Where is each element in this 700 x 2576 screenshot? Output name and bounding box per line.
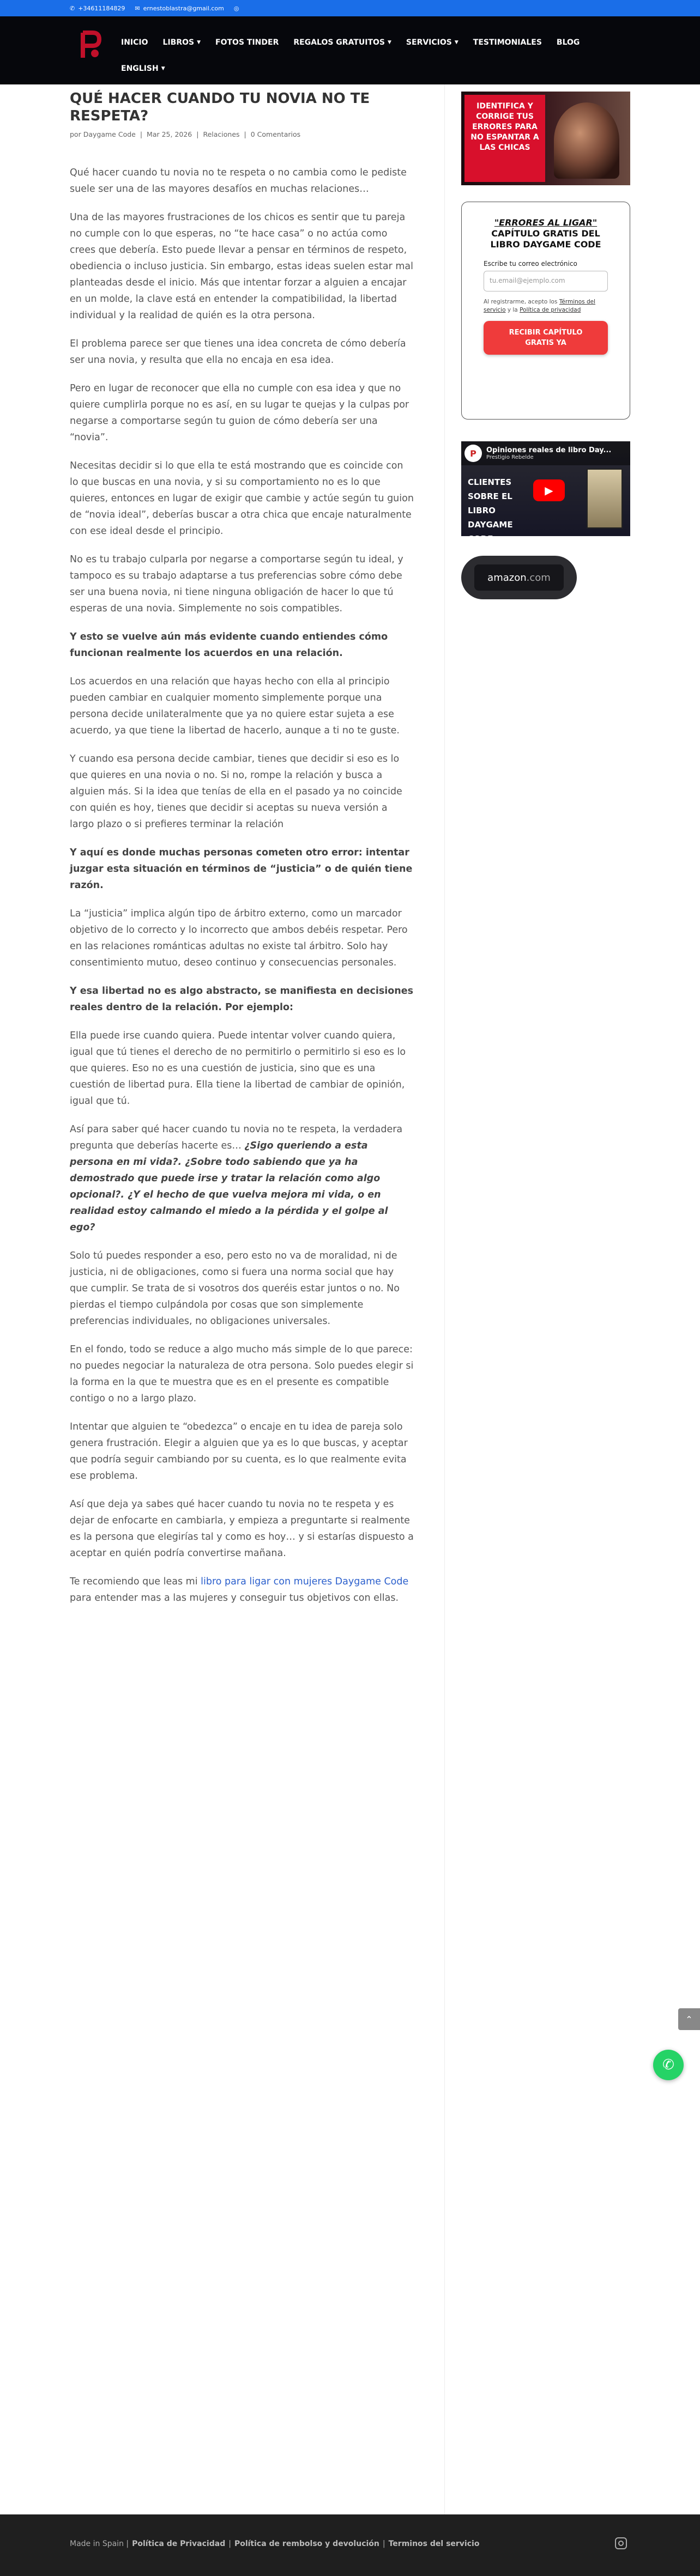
paragraph: Pero en lugar de reconocer que ella no cumple con esa idea y que no quiere cumplirla porque no es así, en su lugar te quejas y la culpas por negarse a comportarse según tu guion de cómo debería ser una “novia”. (70, 383, 409, 443)
footer-text (70, 2539, 479, 2548)
bold-text: Y aquí es donde muchas personas cometen otro error: intentar juzgar esta situación en términos de “justicia” o de quién tiene razón. (70, 847, 413, 891)
chevron-down-icon: ▼ (454, 40, 458, 45)
meta-category[interactable]: Relaciones (203, 130, 240, 138)
meta-comments[interactable]: 0 Comentarios (250, 130, 301, 138)
footer-link-terms[interactable]: Terminos del servicio (388, 2539, 480, 2548)
nav-item-label: SERVICIOS (406, 38, 452, 47)
paragraph: Así que deja ya sabes qué hacer cuando tu novia no te respeta y es dejar de enfocarte en cambiarla, y empieza a preguntarte si realmente es la persona que elegirías tal y como es hoy… y si estarías dispuesto a aceptar en quién podría convertirse mañana. (70, 1499, 414, 1559)
nav-item-label: BLOG (556, 38, 580, 47)
bold-paragraph (70, 629, 414, 661)
video-overlay-text: CLIENTES SOBRE EL LIBRO DAYGAME CODE (468, 477, 513, 544)
question-emphasis: ¿Sigo queriendo a esta persona en mi vida?. ¿Sobre todo sabiendo que ya ha demostrado que puede irse y tratar la relación como algo opcional?. ¿Y el hecho de que vuelva mejora mi vida, o en realidad estoy calmando el miedo a la pérdida y el golpe al ego? (70, 1140, 388, 1233)
closing-after: para entender mas a las mujeres y conseguir tus objetivos con ellas. (70, 1593, 399, 1603)
closing-paragraph (70, 1573, 414, 1606)
paragraph: Los acuerdos en una relación que hayas hecho con ella al principio pueden cambiar en cualquier momento simplemente porque una persona decide unilateralmente que ya no quiere estar sujeta a ese acuerdo, ya que tiene la libertad de hacerlo, aunque a ti no te guste. (70, 676, 400, 736)
consent-prefix: Al registrarme, acepto los (484, 299, 559, 305)
book-link[interactable]: libro para ligar con mujeres Daygame Code (201, 1576, 409, 1587)
channel-name: Prestigio Rebelde (486, 454, 534, 460)
nav-item-label: INICIO (121, 38, 148, 47)
nav-item-label: TESTIMONIALES (473, 38, 542, 47)
meta-sep: | (140, 130, 143, 138)
column-divider (444, 84, 445, 2514)
footer-sep: | (228, 2539, 231, 2548)
paragraph: Intentar que alguien te “obedezca” o encaje en tu idea de pareja solo genera frustración. Elegir a alguien que ya es lo que buscas, y aceptar que podría seguir cambiando por su cuenta, es lo que realmente evita ese problema. (70, 1421, 408, 1481)
site-header (0, 16, 700, 84)
nav-item-english[interactable] (121, 56, 165, 82)
arrow-up-icon: ⌃ (685, 2014, 693, 2025)
footer-link-privacy[interactable]: Política de Privacidad (132, 2539, 226, 2548)
closing-before: Te recomiendo que leas mi (70, 1576, 201, 1587)
footer-made-in: Made in Spain | (70, 2539, 129, 2548)
instagram-icon: ◎ (233, 4, 239, 12)
paragraph: La “justicia” implica algún tipo de árbitro externo, como un marcador objetivo de lo correcto y lo incorrecto que ambos debéis respetar. Pero en las relaciones románticas adultas no existe tal árbitro. Solo hay consentimiento mutuo, deseo continuo y consecuencias personales. (70, 908, 408, 968)
email-text: ernestoblastra@gmail.com (143, 4, 224, 12)
footer-link-refund[interactable]: Política de rembolso y devolución (234, 2539, 379, 2548)
meta-by: por (70, 130, 81, 138)
channel-avatar[interactable]: P (464, 445, 482, 462)
paragraph: No es tu trabajo culparla por negarse a comportarse según tu ideal, y tampoco es su trabajo adaptarse a tus preferencias sobre cómo debe ser una buena novia, ni tiene ninguna obligación de hacer lo que tú esperas de una novia. Simplemente no sois compatibles. (70, 554, 403, 614)
paragraph: Qué hacer cuando tu novia no te respeta o no cambia como le pediste suele ser una de las mayores desafíos en muchas relaciones… (70, 167, 407, 195)
paragraph: Y cuando esa persona decide cambiar, tienes que decidir si eso es lo que quieres en una novia o no. Si no, rompe la relación y busca a alguien más. Si la idea que tenías de ella en el pasado ya no coincide con quién es hoy, tienes que decidir si aceptas su nueva versión a largo plazo o si prefieres terminar la relación (70, 754, 402, 830)
book-cover-image (587, 469, 623, 528)
meta-sep: | (244, 130, 246, 138)
video-title[interactable]: Opiniones reales de libro Day... (486, 446, 612, 454)
whatsapp-button[interactable] (653, 2050, 684, 2080)
chevron-down-icon: ▼ (197, 40, 201, 45)
top-bar (0, 0, 700, 16)
promo-text: IDENTIFICA Y CORRIGE TUS ERRORES PARA NO ESPANTAR A LAS CHICAS (464, 95, 545, 182)
privacy-link[interactable]: Política de privacidad (520, 307, 581, 313)
meta-author[interactable]: Daygame Code (83, 130, 136, 138)
optin-title-italic: "ERRORES AL LIGAR" (494, 217, 598, 228)
main-nav (121, 29, 612, 82)
optin-title (484, 217, 608, 250)
paragraph: Solo tú puedes responder a eso, pero esto no va de moralidad, ni de justicia, ni de obligaciones, como si fuera una norma social que hay que cumplir. Se trata de si vosotros dos queréis estar juntos o no. No pierdas el tiempo culpándola por cosas que son simplemente preferencias individuales, no obligaciones universales. (70, 1250, 400, 1327)
nav-item-label: FOTOS TINDER (215, 38, 279, 47)
optin-title-rest: CAPÍTULO GRATIS DEL LIBRO DAYGAME CODE (490, 228, 601, 250)
nav-item-label: LIBROS (162, 38, 195, 47)
amazon-logo (474, 564, 564, 591)
nav-item-fotos-tinder[interactable] (215, 29, 279, 56)
promo-banner[interactable] (461, 92, 630, 185)
email-field[interactable]: tu.email@ejemplo.com (484, 271, 608, 291)
nav-item-inicio[interactable] (121, 29, 148, 56)
bold-text: Y esto se vuelve aún más evidente cuando entiendes cómo funcionan realmente los acuerdos en una relación. (70, 631, 388, 659)
instagram-link[interactable] (234, 5, 239, 12)
sidebar (461, 92, 630, 599)
phone-icon: ✆ (70, 4, 75, 12)
bold-paragraph (70, 845, 414, 894)
nav-item-label: ENGLISH (121, 64, 159, 73)
meta-date: Mar 25, 2026 (147, 130, 192, 138)
paragraph: Una de las mayores frustraciones de los chicos es sentir que tu pareja no cumple con lo que esperas, no “te hace casa” o no actúa como crees que debería. Esto puede llevar a pensar en términos de respeto, obediencia o incluso justicia. Sin embargo, estas ideas suelen estar mal planteadas desde el inicio. Más que intentar forzar a alguien a encajar en un molde, la clave está en entender la compatibilidad, la libertad individual y la realidad de quién es la otra persona. (70, 212, 413, 321)
question-paragraph (70, 1121, 414, 1236)
meta-sep: | (196, 130, 199, 138)
paragraph: Necesitas decidir si lo que ella te está mostrando que es coincide con lo que buscas en una novia, y si su comportamiento no es lo que quieres, entonces en lugar de exigir que cambie y actúe según tu guion de “novia ideal”, deberías buscar a otra chica que encaje naturalmente con ese ideal desde el principio. (70, 460, 414, 537)
consent-mid: y la (505, 307, 520, 313)
post-title: QUÉ HACER CUANDO TU NOVIA NO TE RESPETA? (70, 90, 370, 124)
nav-item-label: REGALOS GRATUITOS (293, 38, 385, 47)
paragraph: Ella puede irse cuando quiera. Puede intentar volver cuando quiera, igual que tú tienes el derecho de no permitirlo o permitirlo si eso es lo que quieres. Eso no es una cuestión de justicia, sino que es una cuestión de libertad pura. Ella tiene la libertad de cambiar de opinión, igual que tú. (70, 1030, 406, 1107)
chevron-down-icon: ▼ (388, 40, 391, 45)
amazon-badge[interactable] (461, 556, 577, 599)
play-icon[interactable]: ▶ (533, 479, 565, 501)
nav-item-testimoniales[interactable] (473, 29, 542, 56)
paragraph: En el fondo, todo se reduce a algo mucho más simple de lo que parece: no puedes negociar la naturaleza de otra persona. Solo puedes elegir si la forma en la que te muestra que es en el presente es compatible contigo o no a largo plazo. (70, 1344, 414, 1404)
chevron-down-icon: ▼ (161, 66, 165, 71)
phone-link[interactable] (70, 5, 125, 12)
bold-paragraph (70, 983, 414, 1016)
site-footer (0, 2514, 700, 2576)
instagram-icon[interactable] (615, 2537, 627, 2549)
nav-item-libros[interactable] (163, 29, 201, 56)
footer-sep: | (382, 2539, 385, 2548)
email-label: Escribe tu correo electrónico (484, 260, 577, 268)
amazon-suffix: .com (526, 572, 551, 584)
scroll-top-button[interactable] (678, 2008, 700, 2030)
whatsapp-icon: ✆ (662, 2057, 674, 2073)
video-header (461, 441, 630, 465)
consent-text (484, 298, 608, 314)
phone-text: +34611184829 (78, 4, 125, 12)
site-logo[interactable] (76, 28, 105, 62)
question-intro: Así para saber qué hacer cuando tu novia no te respeta, la verdadera pregunta que deberías hacerte es… (70, 1124, 403, 1151)
bold-text: Y esa libertad no es algo abstracto, se manifiesta en decisiones reales dentro de la relación. Por ejemplo: (70, 986, 413, 1013)
nav-item-servicios[interactable] (406, 29, 458, 56)
email-icon: ✉ (135, 4, 140, 12)
nav-item-blog[interactable] (557, 29, 580, 56)
paragraph: El problema parece ser que tienes una idea concreta de cómo debería ser una novia, y resulta que ella no encaja en esa idea. (70, 338, 406, 366)
nav-item-regalos-gratuitos[interactable] (293, 29, 391, 56)
post-content (70, 90, 414, 1606)
amazon-label: amazon (487, 572, 527, 584)
promo-photo (554, 102, 619, 179)
submit-button[interactable]: RECIBIR CAPÍTULO GRATIS YA (484, 321, 608, 355)
post-meta (70, 130, 414, 138)
terms-link[interactable]: Términos del servicio (484, 299, 596, 313)
optin-form (461, 202, 630, 420)
video-embed[interactable] (461, 441, 630, 544)
email-link[interactable] (135, 5, 224, 12)
